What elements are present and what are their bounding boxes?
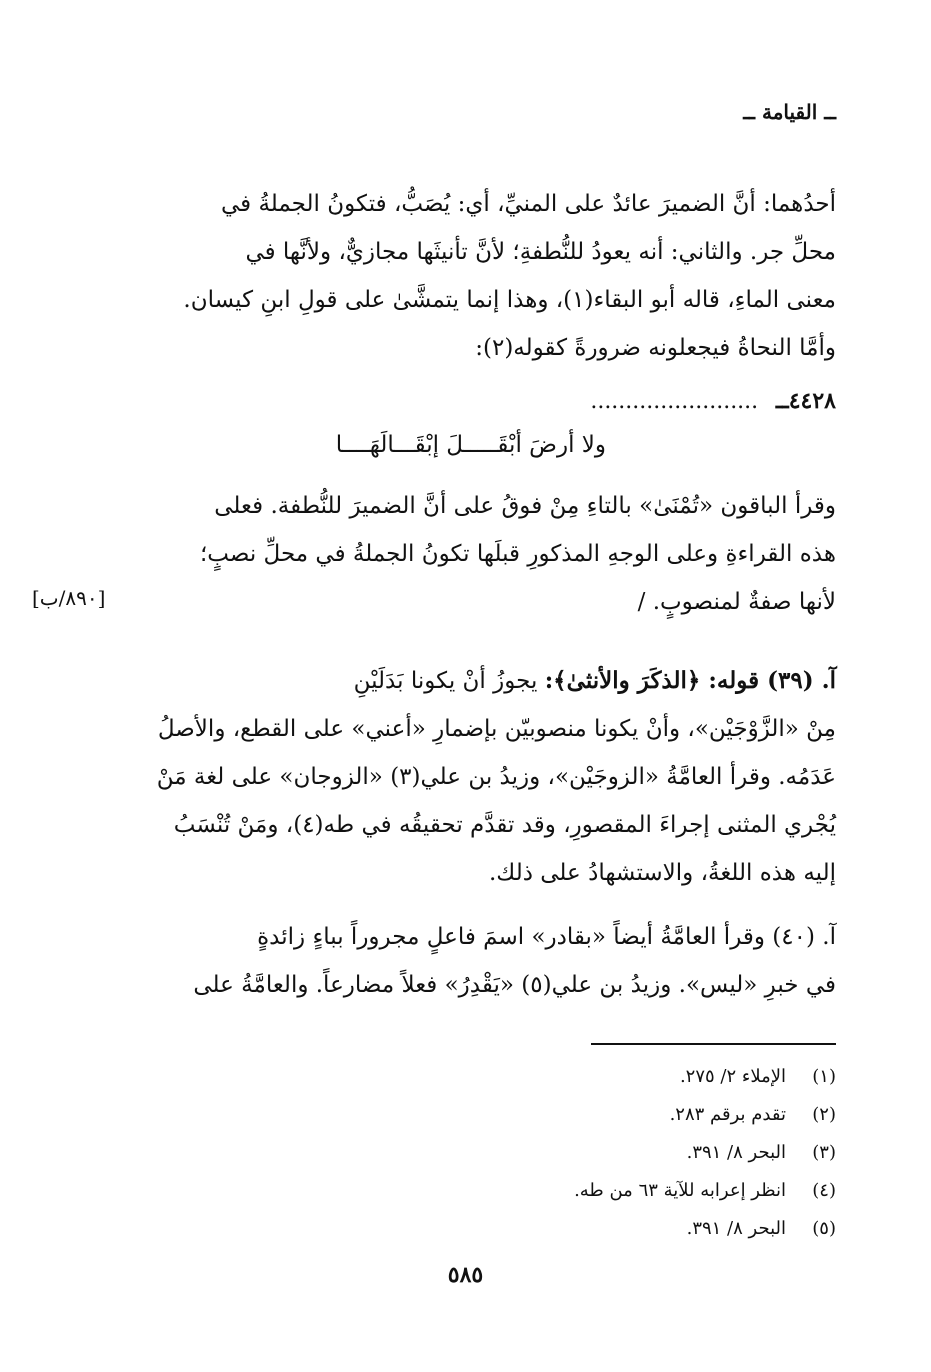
paragraph-line: إليه هذه اللغةُ، والاستشهادُ على ذلك. (489, 860, 836, 886)
paragraph-line: معنى الماءِ، قاله أبو البقاء(١)، وهذا إنما يتمشَّىٰ على قولِ ابنِ كيسان. (183, 287, 836, 313)
footnote-number: (١) (812, 1066, 836, 1087)
paragraph-line-text: يجوزُ أنْ يكونا بَدَلَيْنِ (353, 668, 545, 694)
paragraph-line: آ. (٤٠) وقرأ العامَّةُ أيضاً «بقادر» اسمَ فاعلٍ مجروراً بباءٍ زائدةٍ (257, 924, 836, 950)
paragraph-line: هذه القراءةِ وعلى الوجهِ المذكورِ قبلَها تكونُ الجملةُ في محلِّ نصبٍ؛ (199, 541, 836, 567)
footnote-text: الإملاء ٢/ ٢٧٥. (679, 1066, 786, 1087)
paragraph-line: أحدُهما: أنَّ الضميرَ عائدٌ على المنيِّ، أي: يُصَبُّ، فتكونُ الجملةُ في (220, 191, 836, 217)
footnote-item (236, 1210, 836, 1248)
footnotes (236, 1058, 836, 1248)
verse-text: ولا أرضَ أبْقَـــــلَ إبْقَـــالَهَــــا (335, 432, 606, 458)
paragraph-line: في خبرِ «ليس». وزيدُ بن علي(٥) «يَقْدِرُ» فعلاً مضارعاً. والعامَّةُ على (193, 972, 836, 998)
footnote-number: (٣) (812, 1142, 836, 1163)
paragraph-line: مِنْ «الزَّوْجَيْن»، وأنْ يكونا منصوبيّن بإضمارِ «أعني» على القطع، والأصلُ (157, 716, 836, 742)
verse-reference: آ. (٣٩) قوله: ﴿الذكَرَ والأنثىٰ﴾: (544, 667, 836, 694)
paragraph-line: يُجْري المثنى إجراءَ المقصورِ، وقد تقدَّم تحقيقُه في طه(٤)، ومَنْ تُنْسَبُ (173, 812, 836, 838)
paragraph-1 (136, 180, 836, 372)
paragraph-line: لأنها صفةٌ لمنصوبٍ. / (637, 589, 836, 615)
margin-folio-note: [٨٩٠/ب] (32, 586, 106, 610)
paragraph-line: محلِّ جر. والثاني: أنه يعودُ للنُّطفةِ؛ لأنَّ تأنيثَها مجازيٌّ، ولأنَّها في (245, 239, 836, 265)
footnote-number: (٢) (812, 1104, 836, 1125)
footnote-text: البحر ٨/ ٣٩١. (686, 1142, 786, 1163)
paragraph-4 (136, 913, 836, 1009)
verse-ellipsis: ........................ (590, 389, 759, 414)
running-header: ــ القيامة ــ (743, 100, 836, 124)
footnote-number: (٤) (812, 1180, 836, 1201)
footnote-item (236, 1096, 836, 1134)
verse-number: ٤٤٢٨ــ (775, 388, 836, 414)
verse-heading (136, 388, 836, 414)
paragraph-2 (136, 482, 836, 626)
footnote-separator (591, 1043, 836, 1045)
page-number: ٥٨٥ (447, 1262, 484, 1288)
paragraph-line: عَدَمُه. وقرأ العامَّةُ «الزوجَيْن»، وزيدُ بن علي(٣) «الزوجان» على لغة مَنْ (156, 764, 836, 790)
footnote-text: البحر ٨/ ٣٩١. (686, 1218, 786, 1239)
paragraph-line: وأمَّا النحاةُ فيجعلونه ضرورةً كقوله(٢): (475, 335, 836, 361)
footnote-item (236, 1058, 836, 1096)
paragraph-3 (136, 657, 836, 897)
paragraph-line (136, 657, 836, 705)
footnote-text: تقدم برقم ٢٨٣. (669, 1104, 786, 1125)
verse-line (136, 425, 836, 465)
footnote-item (236, 1172, 836, 1210)
paragraph-line: وقرأ الباقون «تُمْنَىٰ» بالتاءِ مِنْ فوقُ على أنَّ الضميرَ للنُّطفة. فعلى (214, 493, 836, 519)
footnote-number: (٥) (812, 1218, 836, 1239)
footnote-text: انظر إعرابه للآية ٦٣ من طه. (574, 1180, 786, 1201)
footnote-item (236, 1134, 836, 1172)
